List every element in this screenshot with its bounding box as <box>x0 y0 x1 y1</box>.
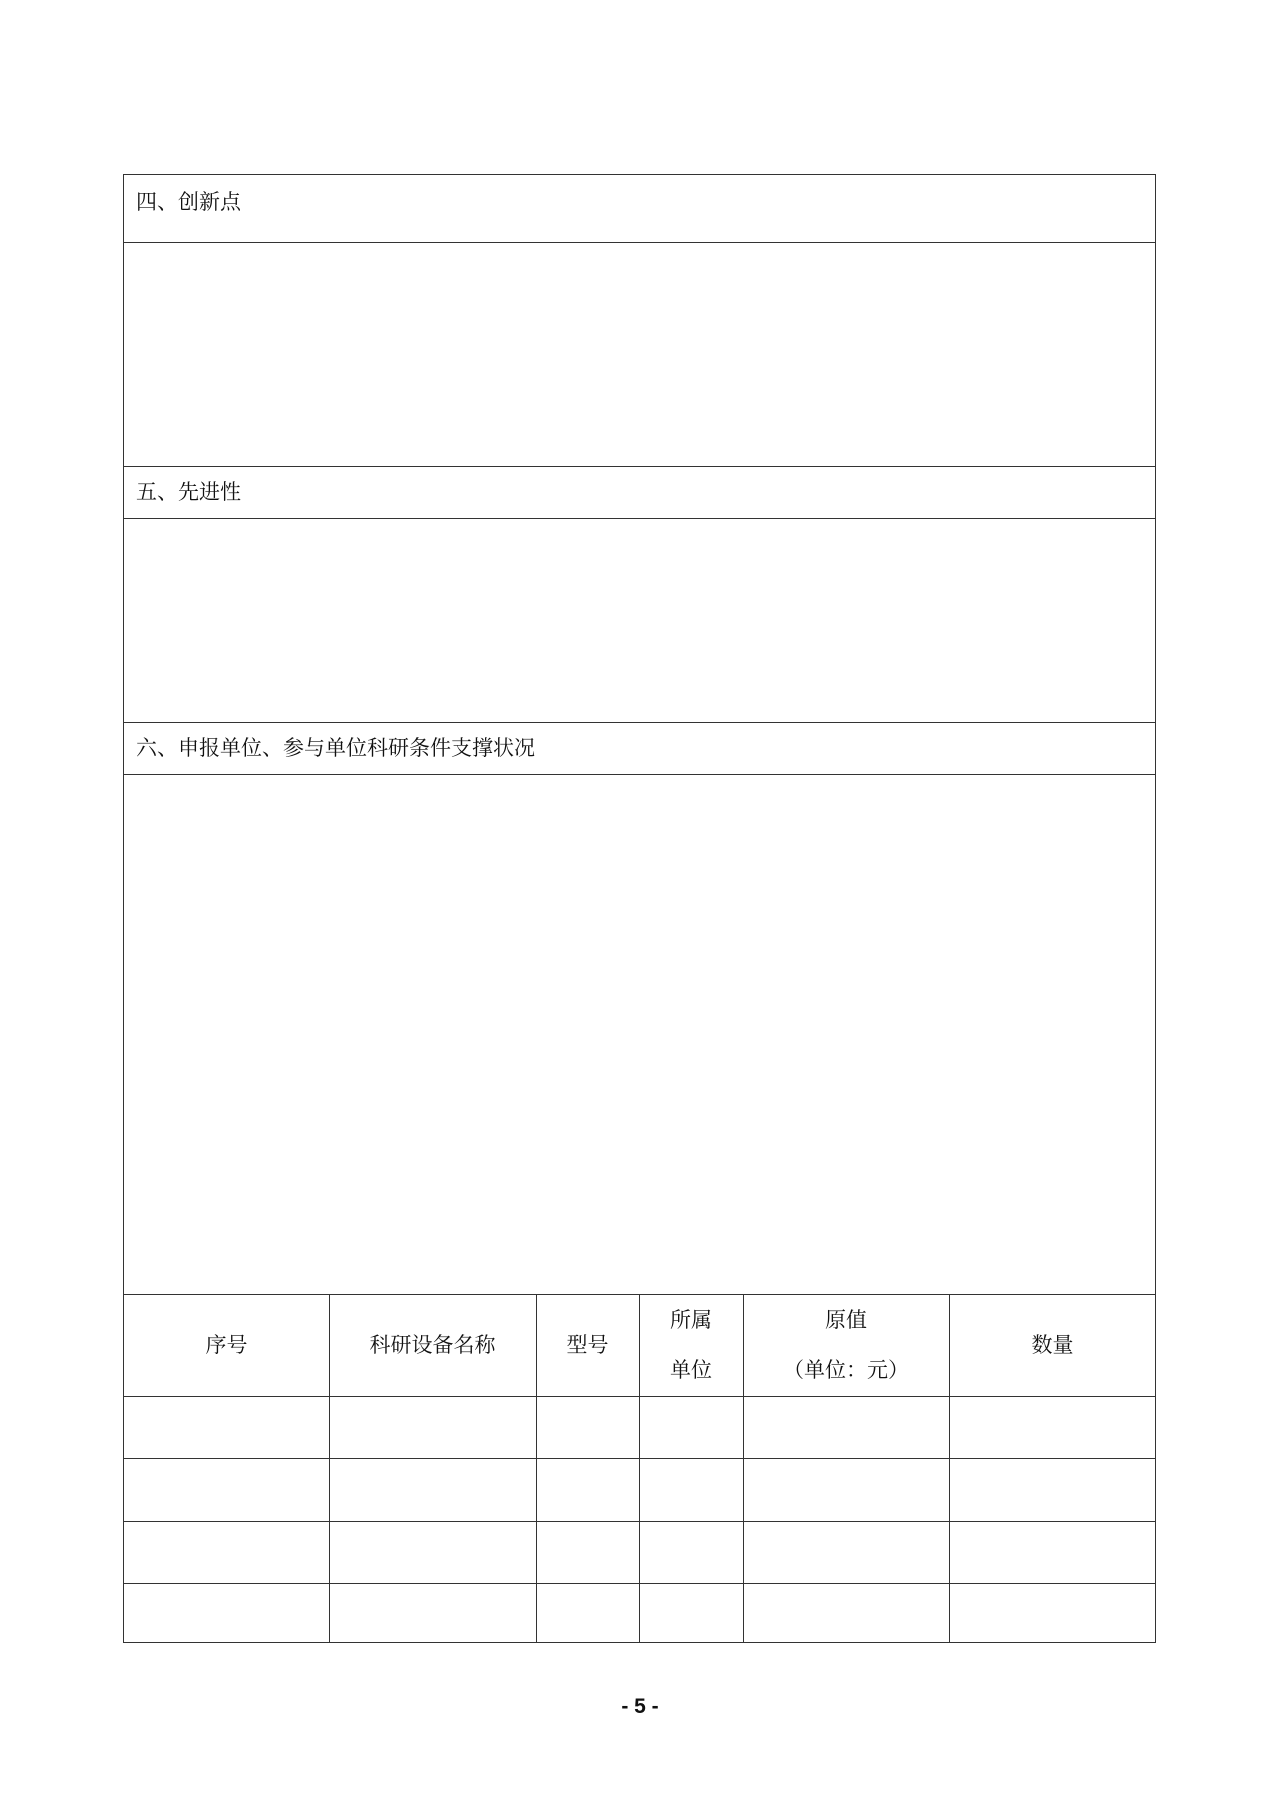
advancement-content-area[interactable] <box>124 519 1155 721</box>
page-number: - 5 - <box>621 1695 659 1718</box>
section-title-innovation: 四、创新点 <box>136 190 241 214</box>
table-row[interactable] <box>124 1522 1155 1583</box>
header-model: 型号 <box>566 1333 609 1357</box>
application-form-table <box>123 174 1156 1643</box>
header-quantity: 数量 <box>1031 1333 1074 1357</box>
section-title-advancement: 五、先进性 <box>136 480 241 504</box>
table-row[interactable] <box>124 1397 1155 1458</box>
innovation-content-area[interactable] <box>124 243 1155 465</box>
table-row[interactable] <box>124 1584 1155 1642</box>
header-equipment-name: 科研设备名称 <box>369 1333 496 1357</box>
section-title-research-conditions: 六、申报单位、参与单位科研条件支撑状况 <box>136 736 535 760</box>
header-original-value: 原值 （单位：元） <box>783 1308 909 1382</box>
table-row[interactable] <box>124 1459 1155 1520</box>
divider <box>124 722 1155 723</box>
research-conditions-content-area[interactable] <box>124 775 1155 1293</box>
divider <box>124 466 1155 467</box>
header-index: 序号 <box>205 1333 248 1357</box>
header-owning-unit: 所属 单位 <box>670 1308 712 1382</box>
equipment-table <box>124 1294 1155 1643</box>
